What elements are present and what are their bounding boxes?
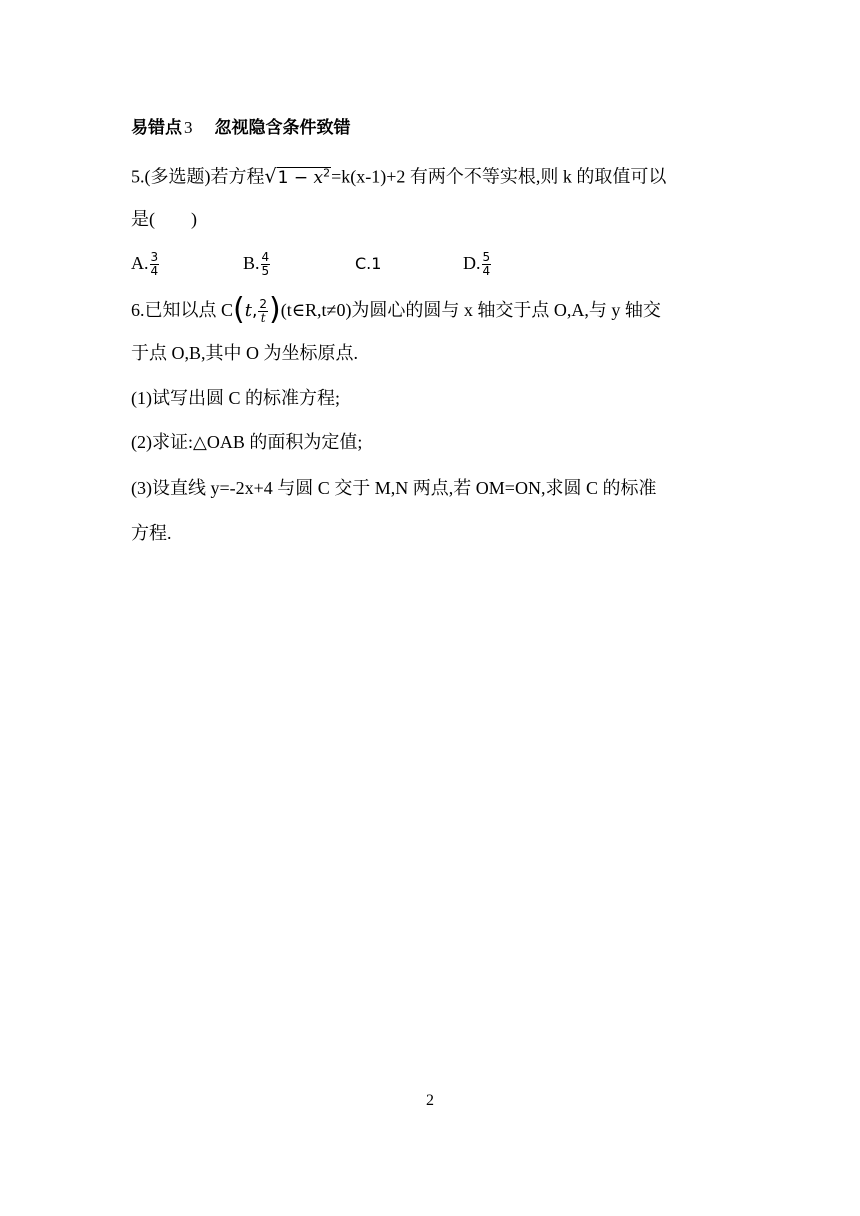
option-a-fraction: $\frac{3}{4}$ — [150, 250, 159, 279]
option-c-label: C. — [355, 254, 372, 273]
option-b-label: B. — [243, 253, 260, 273]
left-paren-icon: ( — [233, 291, 245, 327]
section-heading — [131, 116, 731, 140]
right-paren-icon: ) — [269, 291, 281, 327]
option-b-fraction: $\frac{4}{5}$ — [261, 250, 270, 279]
question-6-part-1: (1)试写出圆 C 的标准方程; — [131, 388, 340, 408]
option-a — [131, 251, 160, 278]
question-6-line-1: 6.已知以点 C(t, $\frac{2}{t}$ )(t∈R,t≠0)为圆心的圆与 x 轴交于点 O,A,与 y 轴交 — [131, 291, 661, 327]
section-title: 易错点 — [131, 118, 182, 138]
option-d-fraction: $\frac{5}{4}$ — [482, 250, 491, 279]
option-a-label: A. — [131, 253, 149, 273]
question-6-line-2: 于点 O,B,其中 O 为坐标原点. — [131, 343, 359, 363]
point-c-fraction: $\frac{2}{t}$ — [259, 297, 268, 326]
question-6-part-2: (2)求证:△OAB 的面积为定值; — [131, 432, 363, 452]
option-d — [463, 251, 492, 278]
sqrt-expression — [265, 161, 332, 190]
sqrt-body: 1 − — [277, 167, 314, 188]
radical-sign-icon: √ — [264, 165, 277, 188]
question-6-part-3-line-2: 方程. — [131, 523, 172, 543]
option-c — [355, 251, 381, 276]
option-c-value: 1 — [371, 254, 382, 273]
question-5-options — [131, 251, 731, 281]
question-5-line-1 — [131, 161, 731, 190]
q6-prefix: 6.已知以点 C — [131, 300, 234, 320]
sqrt-exponent: 2 — [323, 166, 331, 179]
question-5-line-2: 是( ) — [131, 209, 197, 229]
section-number: 3 — [184, 118, 193, 137]
point-c-t: t — [244, 300, 252, 321]
q5-prefix: 5.(多选题)若方程 — [131, 166, 265, 187]
question-6-part-3-line-1: (3)设直线 y=-2x+4 与圆 C 交于 M,N 两点,若 OM=ON,求圆 C 的标准 — [131, 478, 657, 498]
q5-suffix: =k(x-1)+2 有两个不等实根,则 k 的取值可以 — [331, 166, 667, 187]
option-d-label: D. — [463, 253, 481, 273]
option-b — [243, 251, 271, 278]
section-subtitle: 忽视隐含条件致错 — [214, 118, 351, 138]
sqrt-variable: x — [313, 167, 324, 188]
q6-condition: (t∈R,t≠0)为圆心的圆与 x 轴交于点 O,A,与 y 轴交 — [280, 300, 661, 320]
page-number: 2 — [426, 1092, 434, 1109]
